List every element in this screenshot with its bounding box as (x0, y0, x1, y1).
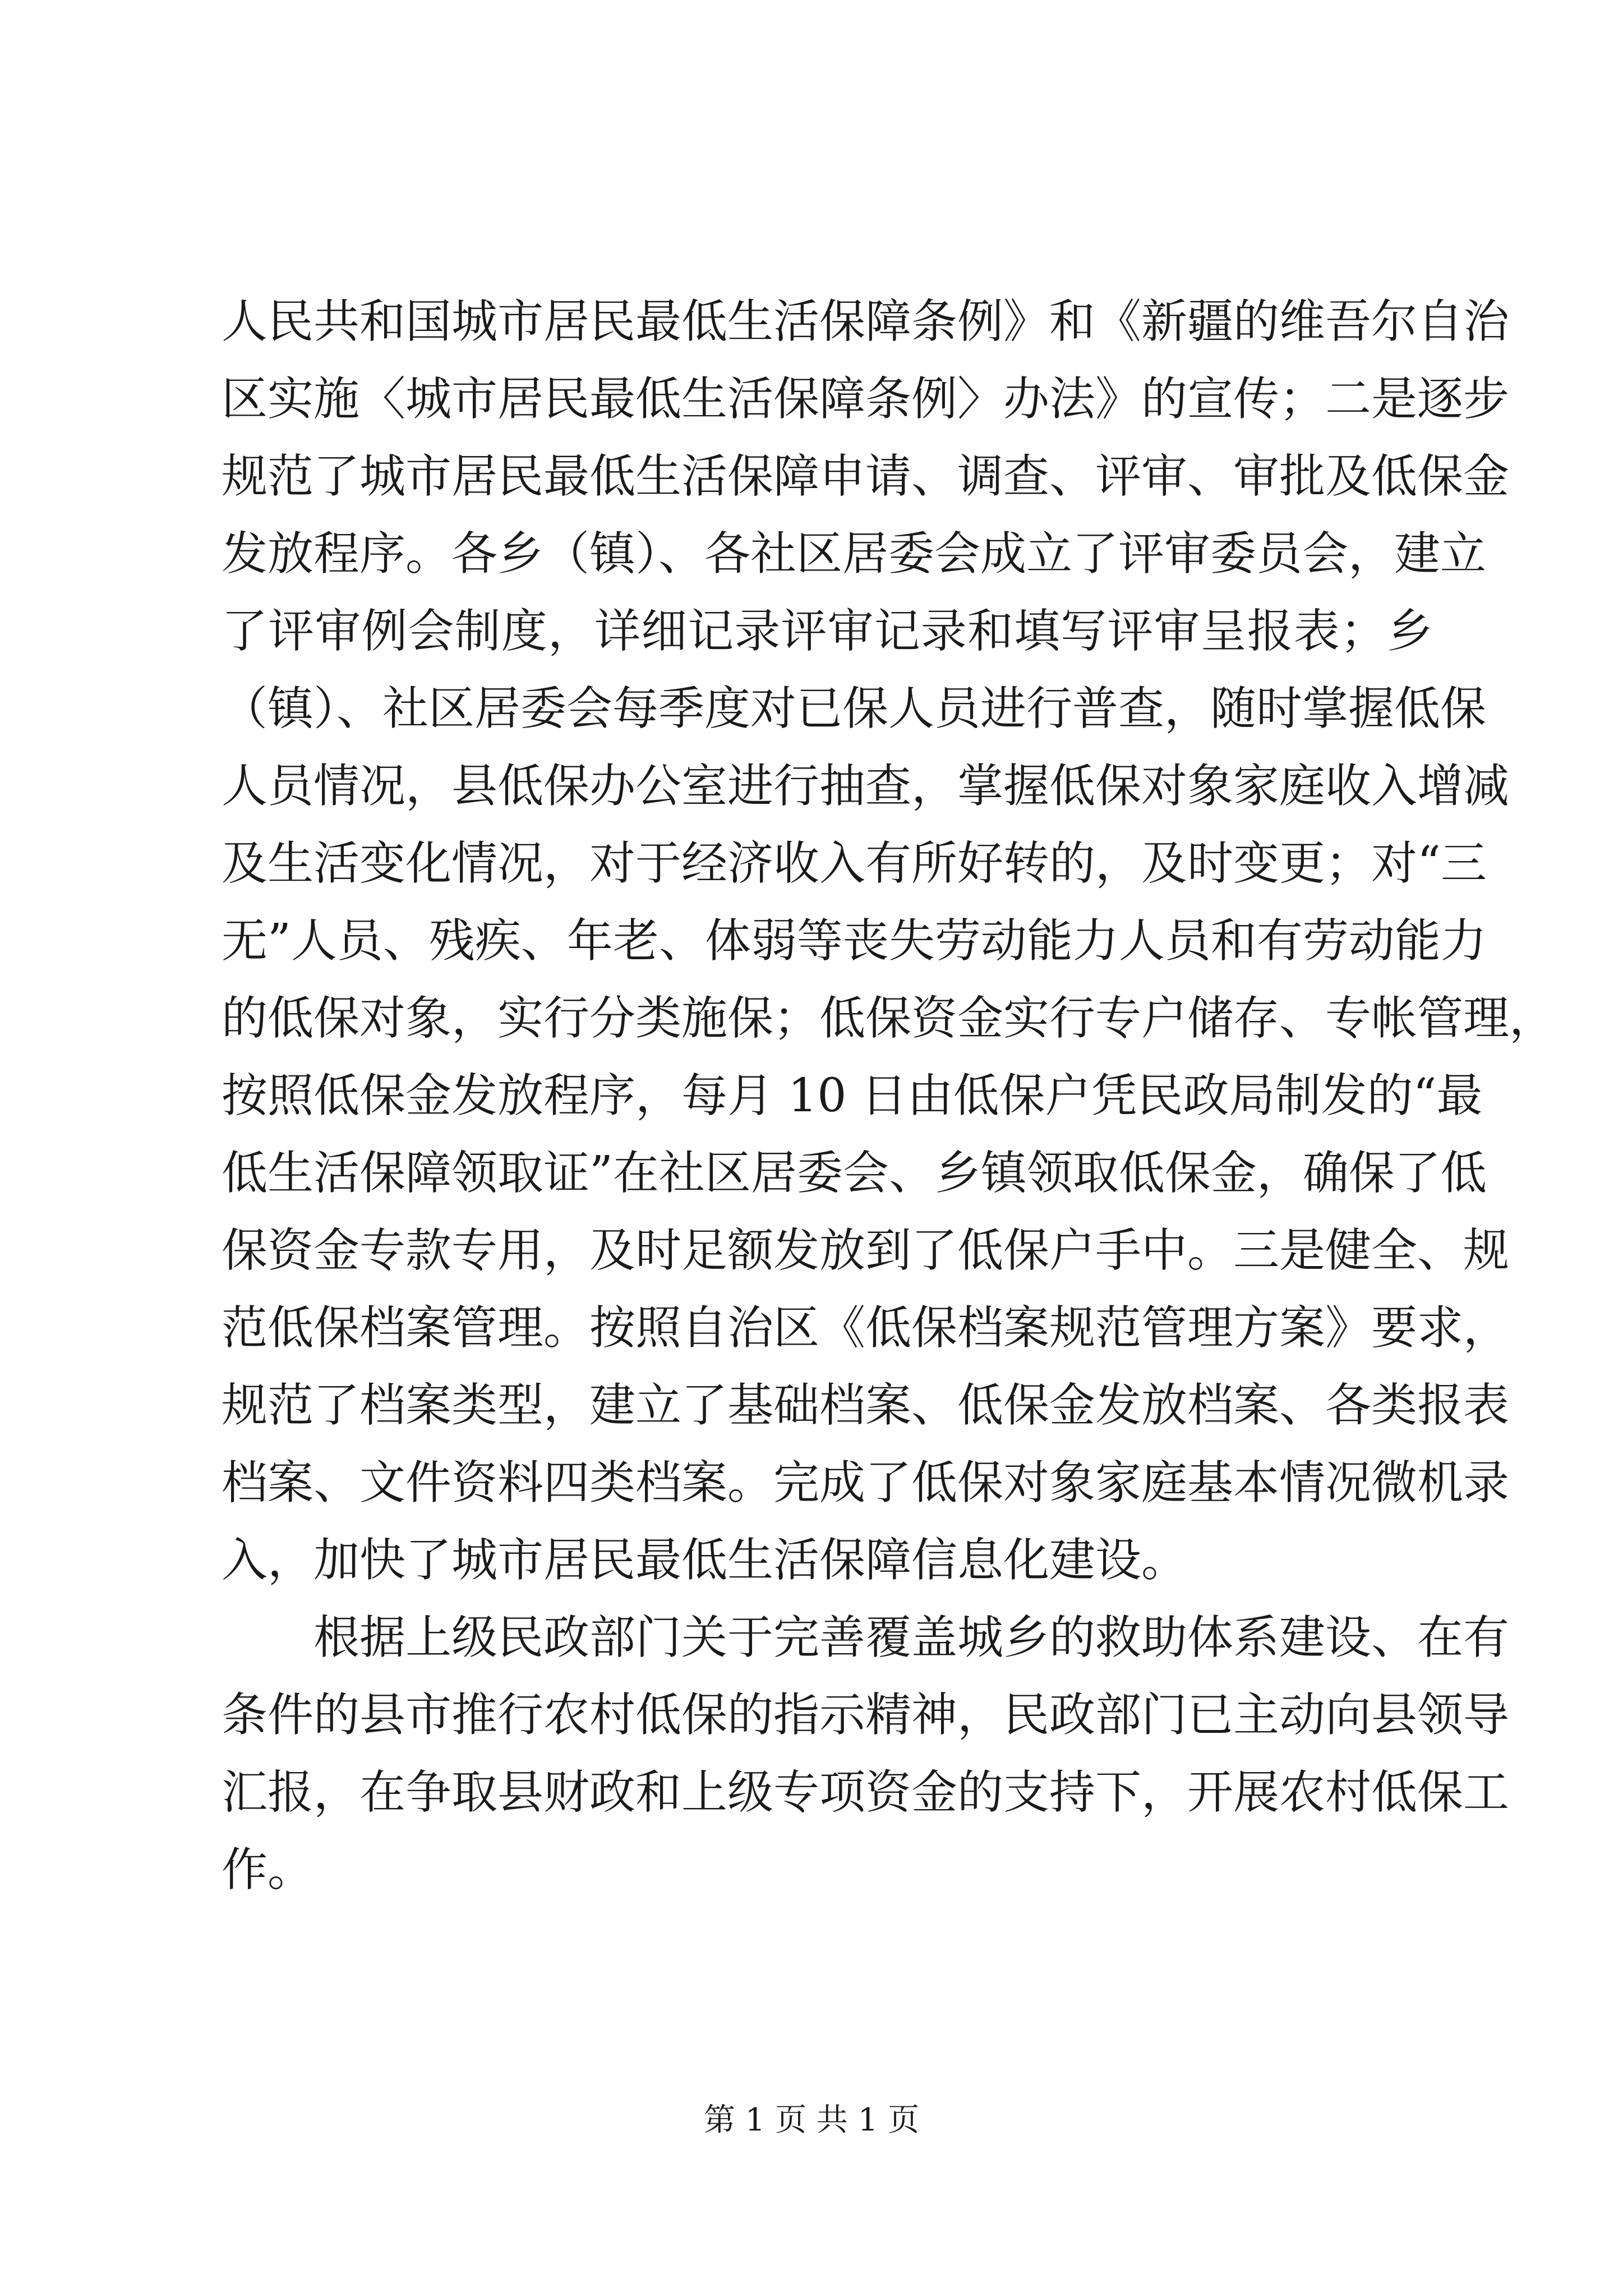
text-line: 发放程序。各乡（镇）、各社区居委会成立了评审委员会，建立 (222, 527, 1487, 581)
text-line: 规范了城市居民最低生活保障申请、调查、评审、审批及低保金 (222, 450, 1510, 503)
text-line: 范低保档案管理。按照自治区《低保档案规范管理方案》要求， (222, 1301, 1510, 1355)
text-line: 档案、文件资料四类档案。完成了低保对象家庭基本情况微机录 (222, 1456, 1510, 1510)
text-line: 按照低保金发放程序，每月 10 日由低保户凭民政局制发的“最 (222, 1069, 1483, 1122)
text-line: 的低保对象，实行分类施保；低保资金实行专户储存、专帐管理， (222, 992, 1556, 1045)
text-line: 无”人员、残疾、年老、体弱等丧失劳动能力人员和有劳动能力 (222, 914, 1487, 968)
text-line: 及生活变化情况，对于经济收入有所好转的，及时变更；对“三 (222, 837, 1487, 890)
text-line: 人民共和国城市居民最低生活保障条例》和《新疆的维吾尔自治 (222, 295, 1510, 348)
text-line: 作。 (222, 1843, 314, 1897)
text-line: 条件的县市推行农村低保的指示精神，民政部门已主动向县领导 (222, 1688, 1510, 1742)
document-body (222, 283, 1556, 1909)
text-line: 保资金专款专用，及时足额发放到了低保户手中。三是健全、规 (222, 1224, 1510, 1277)
text-line: （镇）、社区居委会每季度对已保人员进行普查，随时掌握低保 (222, 682, 1487, 735)
text-line: 了评审例会制度，详细记录评审记录和填写评审呈报表；乡 (222, 605, 1433, 658)
text-line: 汇报，在争取县财政和上级专项资金的支持下，开展农村低保工 (222, 1766, 1510, 1819)
text-line: 入，加快了城市居民最低生活保障信息化建设。 (222, 1534, 1188, 1587)
page-footer: 第 1 页 共 1 页 (703, 2102, 920, 2138)
text-line: 人员情况，县低保办公室进行抽查，掌握低保对象家庭收入增减 (222, 760, 1510, 813)
text-line: 区实施〈城市居民最低生活保障条例〉办法》的宣传；二是逐步 (222, 372, 1510, 426)
text-line: 低生活保障领取证”在社区居委会、乡镇领取低保金，确保了低 (222, 1147, 1487, 1200)
text-line: 规范了档案类型，建立了基础档案、低保金发放档案、各类报表 (222, 1379, 1510, 1432)
paragraph-start-line: 根据上级民政部门关于完善覆盖城乡的救助体系建设、在有 (222, 1611, 1510, 1664)
